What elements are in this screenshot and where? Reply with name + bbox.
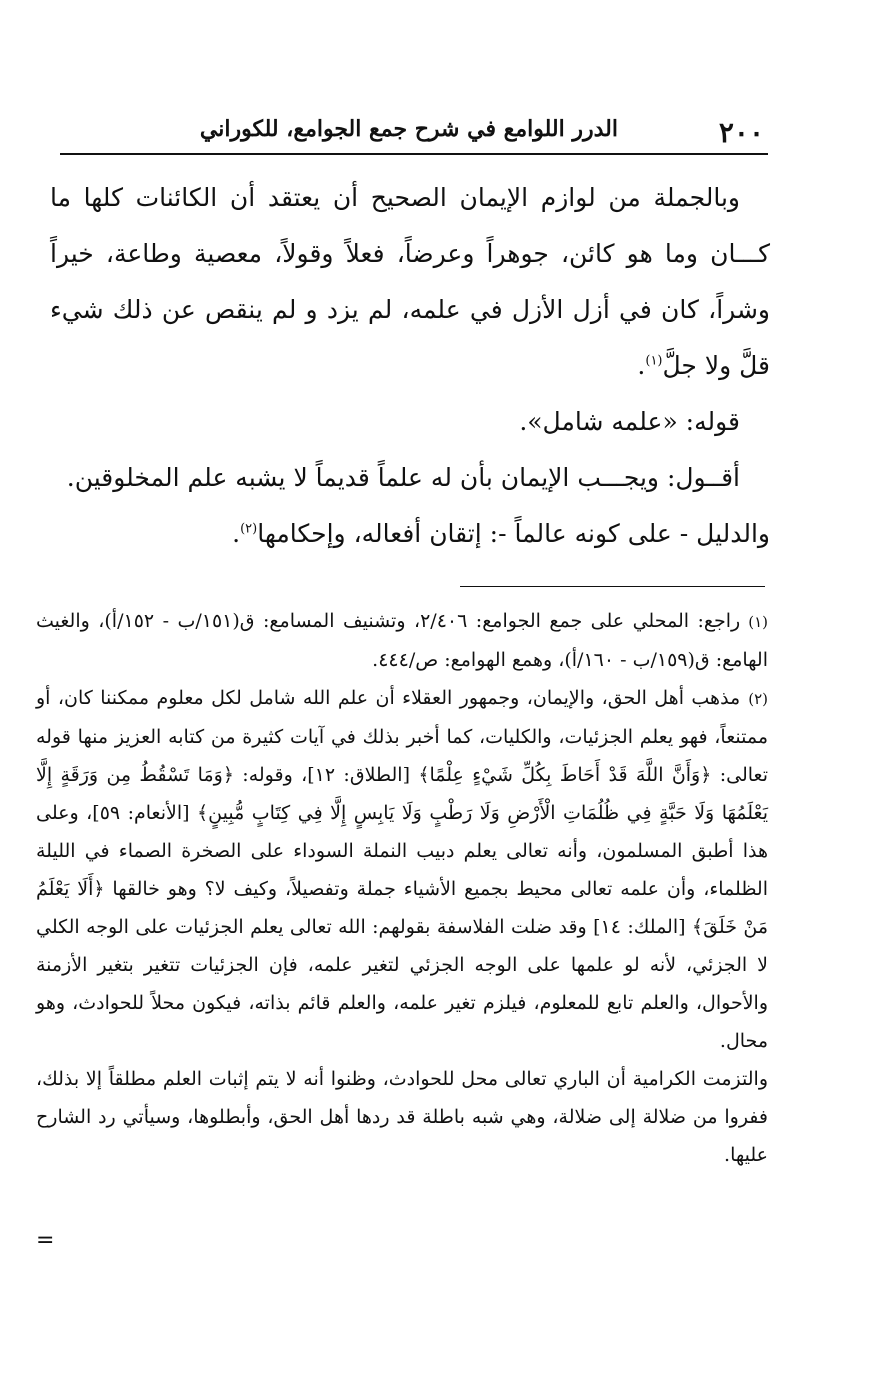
footnote-ref-1: (١) [645, 353, 663, 369]
paragraph-1: وبالجملة من لوازم الإيمان الصحيح أن يعتقد أن الكائنات كلها ما كـــان وما هو كائن، جوهراً وعرضاً، فعلاً وقولاً، معصية وطاعة، خيراً وشراً، كان في أزل الأزل في علمه، لم يزد و لم ينقص عن ذلك شيء قلَّ ولا جلَّ$^{(١)}$. [50, 183, 770, 380]
footnote-2-continued: والتزمت الكرامية أن الباري تعالى محل للحوادث، وظنوا أنه لا يتم إثبات العلم مطلقاً إلا بذلك، ففروا من ضلالة إلى ضلالة، وهي شبه باطلة قد ردها أهل الحق، وأبطلوها، وسيأتي رد الشارح عليها. [36, 1068, 768, 1166]
footnote-1 [36, 602, 768, 679]
running-title: الدرر اللوامع في شرح جمع الجوامع، للكوراني [199, 116, 618, 142]
paragraph-4-text: والدليل - على كونه عالماً -: إتقان أفعاله، وإحكامها [257, 519, 770, 548]
footnotes [36, 602, 768, 1174]
paragraph-3: أقــول: ويجـــب الإيمان بأن له علماً قديماً لا يشبه علم المخلوقين. [66, 463, 740, 492]
footnote-1-text: راجع: المحلي على جمع الجوامع: ٢/٤٠٦، وتشنيف المسامع: ق(١٥١/ب - ١٥٢/أ)، والغيث الهامع: ق(١٥٩/ب - ١٦٠/أ)، وهمع الهوامع: ص/٤٤٤. [36, 610, 768, 671]
footnote-ref-2: (٢) [240, 521, 258, 537]
paragraph-1-text: وبالجملة من لوازم الإيمان الصحيح أن يعتقد أن الكائنات كلها ما كـــان وما هو كائن، جوهراً وعرضاً، فعلاً وقولاً، معصية وطاعة، خيراً وشراً، كان في أزل الأزل في علمه، لم يزد و لم ينقص عن ذلك شيء قلَّ ولا جلَّ [50, 183, 770, 380]
running-header [58, 114, 768, 154]
footnote-2 [36, 679, 768, 1060]
continuation-mark: = [36, 1228, 55, 1253]
paragraph-4: والدليل - على كونه عالماً -: إتقان أفعاله، وإحكامها$^{(٢)}$. [232, 519, 770, 548]
footnote-2-mark: (٢) [748, 690, 768, 708]
footnote-separator [460, 586, 765, 587]
page-number: ٢٠٠ [718, 116, 764, 149]
header-rule [60, 153, 768, 155]
footnote-1-mark: (١) [748, 613, 768, 631]
main-text [50, 170, 770, 562]
footnote-2-text: مذهب أهل الحق، والإيمان، وجمهور العقلاء أن علم الله شامل لكل معلوم ممكننا كان، أو ممتنعاً، فهو يعلم الجزئيات، والكليات، كما أخبر بذلك في آيات كثيرة من كتابه العزيز منها قوله تعالى: ﴿وَأَنَّ اللَّهَ قَدْ أَحَاطَ بِكُلِّ شَيْءٍ عِلْمًا﴾ [الطلاق: ١٢]، وقوله: ﴿وَمَا تَسْقُطُ مِن وَرَقَةٍ إِلَّا يَعْلَمُهَا وَلَا حَبَّةٍ فِي ظُلُمَاتِ الْأَرْضِ وَلَا رَطْبٍ وَلَا يَابِسٍ إِلَّا فِي كِتَابٍ مُّبِينٍ﴾ [الأنعام: ٥٩]، وعلى هذا أطبق المسلمون، وأنه تعالى يعلم دبيب النملة السوداء على الصخرة الصماء في الليلة الظلماء، وأن علمه تعالى محيط بجميع الأشياء جملة وتفصيلاً، وكيف لا؟ وهو خالقها ﴿أَلَا يَعْلَمُ مَنْ خَلَقَ﴾ [الملك: ١٤] وقد ضلت الفلاسفة بقولهم: الله تعالى يعلم الجزئيات على الوجه الكلي لا الجزئي، لأنه لو علمها على الوجه الجزئي لتغير علمه، فإن الجزئيات تتغير بتغير الأزمنة والأحوال، والعلم تابع للمعلوم، فيلزم تغير علمه، والعلم قائم بذاته، فيكون محلاً للحوادث، وهو محال. [36, 687, 768, 1052]
paragraph-2: قوله: «علمه شامل». [519, 407, 740, 436]
